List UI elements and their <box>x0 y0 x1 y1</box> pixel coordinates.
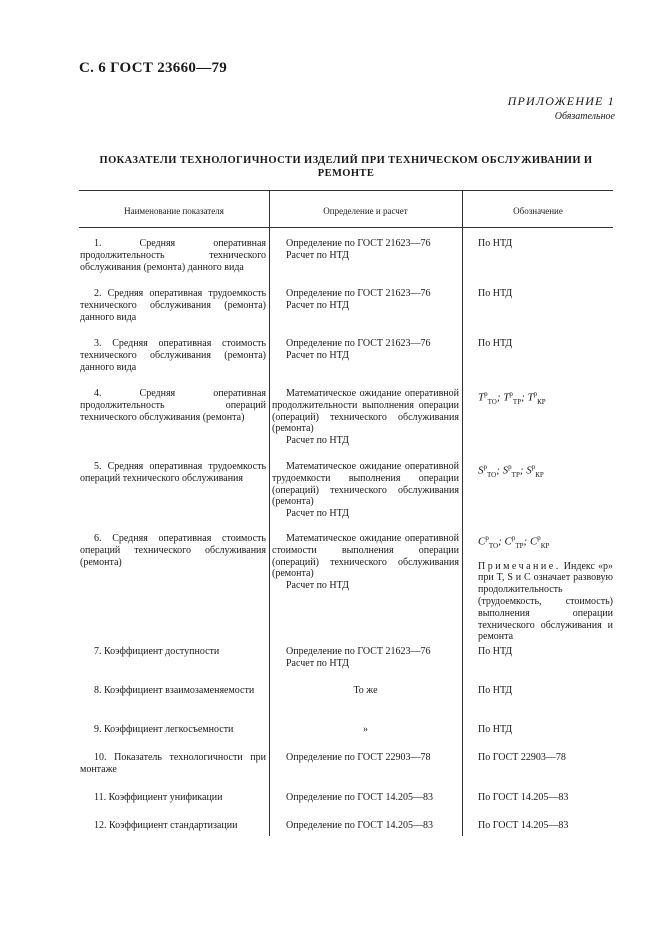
table-row-1-designation: По НТД <box>478 238 513 249</box>
definition-line: Определение по ГОСТ 21623—76 <box>286 338 431 349</box>
column-divider-1 <box>269 190 270 836</box>
table-row-6-definition <box>272 533 459 592</box>
definition-line: Расчет по НТД <box>286 299 349 311</box>
table-row-2-designation: По НТД <box>478 288 513 299</box>
table-row-12-name: 12. Коэффициент стандартизации <box>94 820 238 831</box>
table-row-5-name: 5. Средняя оперативная трудоемкость операций технического обслуживания <box>80 461 266 484</box>
definition-line: Определение по ГОСТ 21623—76 <box>286 646 431 657</box>
definition-line: Расчет по НТД <box>286 580 349 592</box>
table-row-1-definition <box>286 238 458 262</box>
table-row-2-name: 2. Средняя оперативная трудоемкость технического обслуживания (ремонта) данного вида <box>80 288 266 323</box>
appendix-number: ПРИЛОЖЕНИЕ 1 <box>507 94 615 108</box>
definition-line: Математическое ожидание оперативной стоимости выполнения операции (операций) технического обслуживания (ремонта) <box>272 533 459 580</box>
definition-line: Определение по ГОСТ 21623—76 <box>286 288 431 299</box>
document-title: ПОКАЗАТЕЛИ ТЕХНОЛОГИЧНОСТИ ИЗДЕЛИЙ ПРИ ТЕХНИЧЕСКОМ ОБСЛУЖИВАНИИ И РЕМОНТЕ <box>99 155 593 179</box>
column-header-name: Наименование показателя <box>124 206 224 216</box>
table-row-5-designation-symbol: $S^р_{ТО}$; $S^р_{ТР}$; $S^р_{КР}$ <box>478 463 544 479</box>
note-label: Примечание. <box>478 560 561 572</box>
definition-line: Расчет по НТД <box>286 349 349 361</box>
table-row-12-definition: Определение по ГОСТ 14.205—83 <box>286 820 433 831</box>
table-row-4-designation-symbol: $T^р_{ТО}$; $T^р_{ТР}$; $T^р_{КР}$ <box>478 390 546 406</box>
appendix-status: Обязательное <box>554 111 615 122</box>
definition-line: Расчет по НТД <box>286 435 349 447</box>
table-row-11-designation: По ГОСТ 14.205—83 <box>478 792 569 803</box>
table-row-10-name: 10. Показатель технологичности при монтаже <box>80 752 266 775</box>
definition-line: Расчет по НТД <box>286 508 349 520</box>
table-row-1-name: 1. Средняя оперативная продолжительность технического обслуживания (ремонта) данного вида <box>80 238 266 273</box>
table-row-10-designation: По ГОСТ 22903—78 <box>478 752 566 763</box>
designation-symbol: $C^р_{ТО}$; $C^р_{ТР}$; $C^р_{КР}$ <box>478 534 550 550</box>
table-row-3-name: 3. Средняя оперативная стоимость технического обслуживания (ремонта) данного вида <box>80 338 266 373</box>
table-row-11-name: 11. Коэффициент унификации <box>94 792 223 803</box>
page-header: С. 6 ГОСТ 23660—79 <box>79 60 228 76</box>
definition-line: Расчет по НТД <box>286 657 349 669</box>
table-row-4-name: 4. Средняя оперативная продолжительность операций технического обслуживания (ремонта) <box>80 388 266 423</box>
table-row-8-designation: По НТД <box>478 685 513 696</box>
table-row-4-definition <box>272 388 459 447</box>
column-header-definition: Определение и расчет <box>323 206 408 216</box>
table-header-rule <box>79 227 613 228</box>
designation-note <box>478 561 613 644</box>
table-row-9-definition: » <box>363 724 368 735</box>
definition-line: Определение по ГОСТ 21623—76 <box>286 238 431 249</box>
column-header-designation: Обозначение <box>513 206 563 216</box>
column-divider-2 <box>462 190 463 836</box>
definition-line: Математическое ожидание оперативной продолжительности выполнения операции (операций) технического обслуживания (ремонта) <box>272 388 459 435</box>
appendix-label <box>508 94 615 122</box>
table-row-8-definition: То же <box>353 685 378 696</box>
table-row-12-designation: По ГОСТ 14.205—83 <box>478 820 569 831</box>
table-row-6-name: 6. Средняя оперативная стоимость операций технического обслуживания (ремонта) <box>80 533 266 568</box>
table-row-7-name: 7. Коэффициент доступности <box>94 646 220 657</box>
table-row-3-designation: По НТД <box>478 338 513 349</box>
table-row-11-definition: Определение по ГОСТ 14.205—83 <box>286 792 433 803</box>
table-row-9-name: 9. Коэффициент легкосъемности <box>94 724 234 735</box>
table-row-8-name: 8. Коэффициент взаимозаменяемости <box>94 685 255 696</box>
table-row-7-designation: По НТД <box>478 646 513 657</box>
table-row-5-definition <box>272 461 459 520</box>
note-text: Индекс «р» при T, S и C означает развовую продолжительность (трудоемкость, стоимость) выполнения операции технического обслуживания и ремонта <box>478 560 613 643</box>
table-top-rule <box>79 190 613 191</box>
definition-line: Математическое ожидание оперативной трудоемкости выполнения операции (операций) технического обслуживания (ремонта) <box>272 461 459 508</box>
table-row-9-designation: По НТД <box>478 724 513 735</box>
table-row-3-definition <box>286 338 458 362</box>
table-row-2-definition <box>286 288 458 312</box>
table-row-6-designation <box>478 533 613 643</box>
definition-line: Расчет по НТД <box>286 249 349 261</box>
table-row-10-definition: Определение по ГОСТ 22903—78 <box>286 752 431 763</box>
table-row-7-definition <box>286 646 458 670</box>
